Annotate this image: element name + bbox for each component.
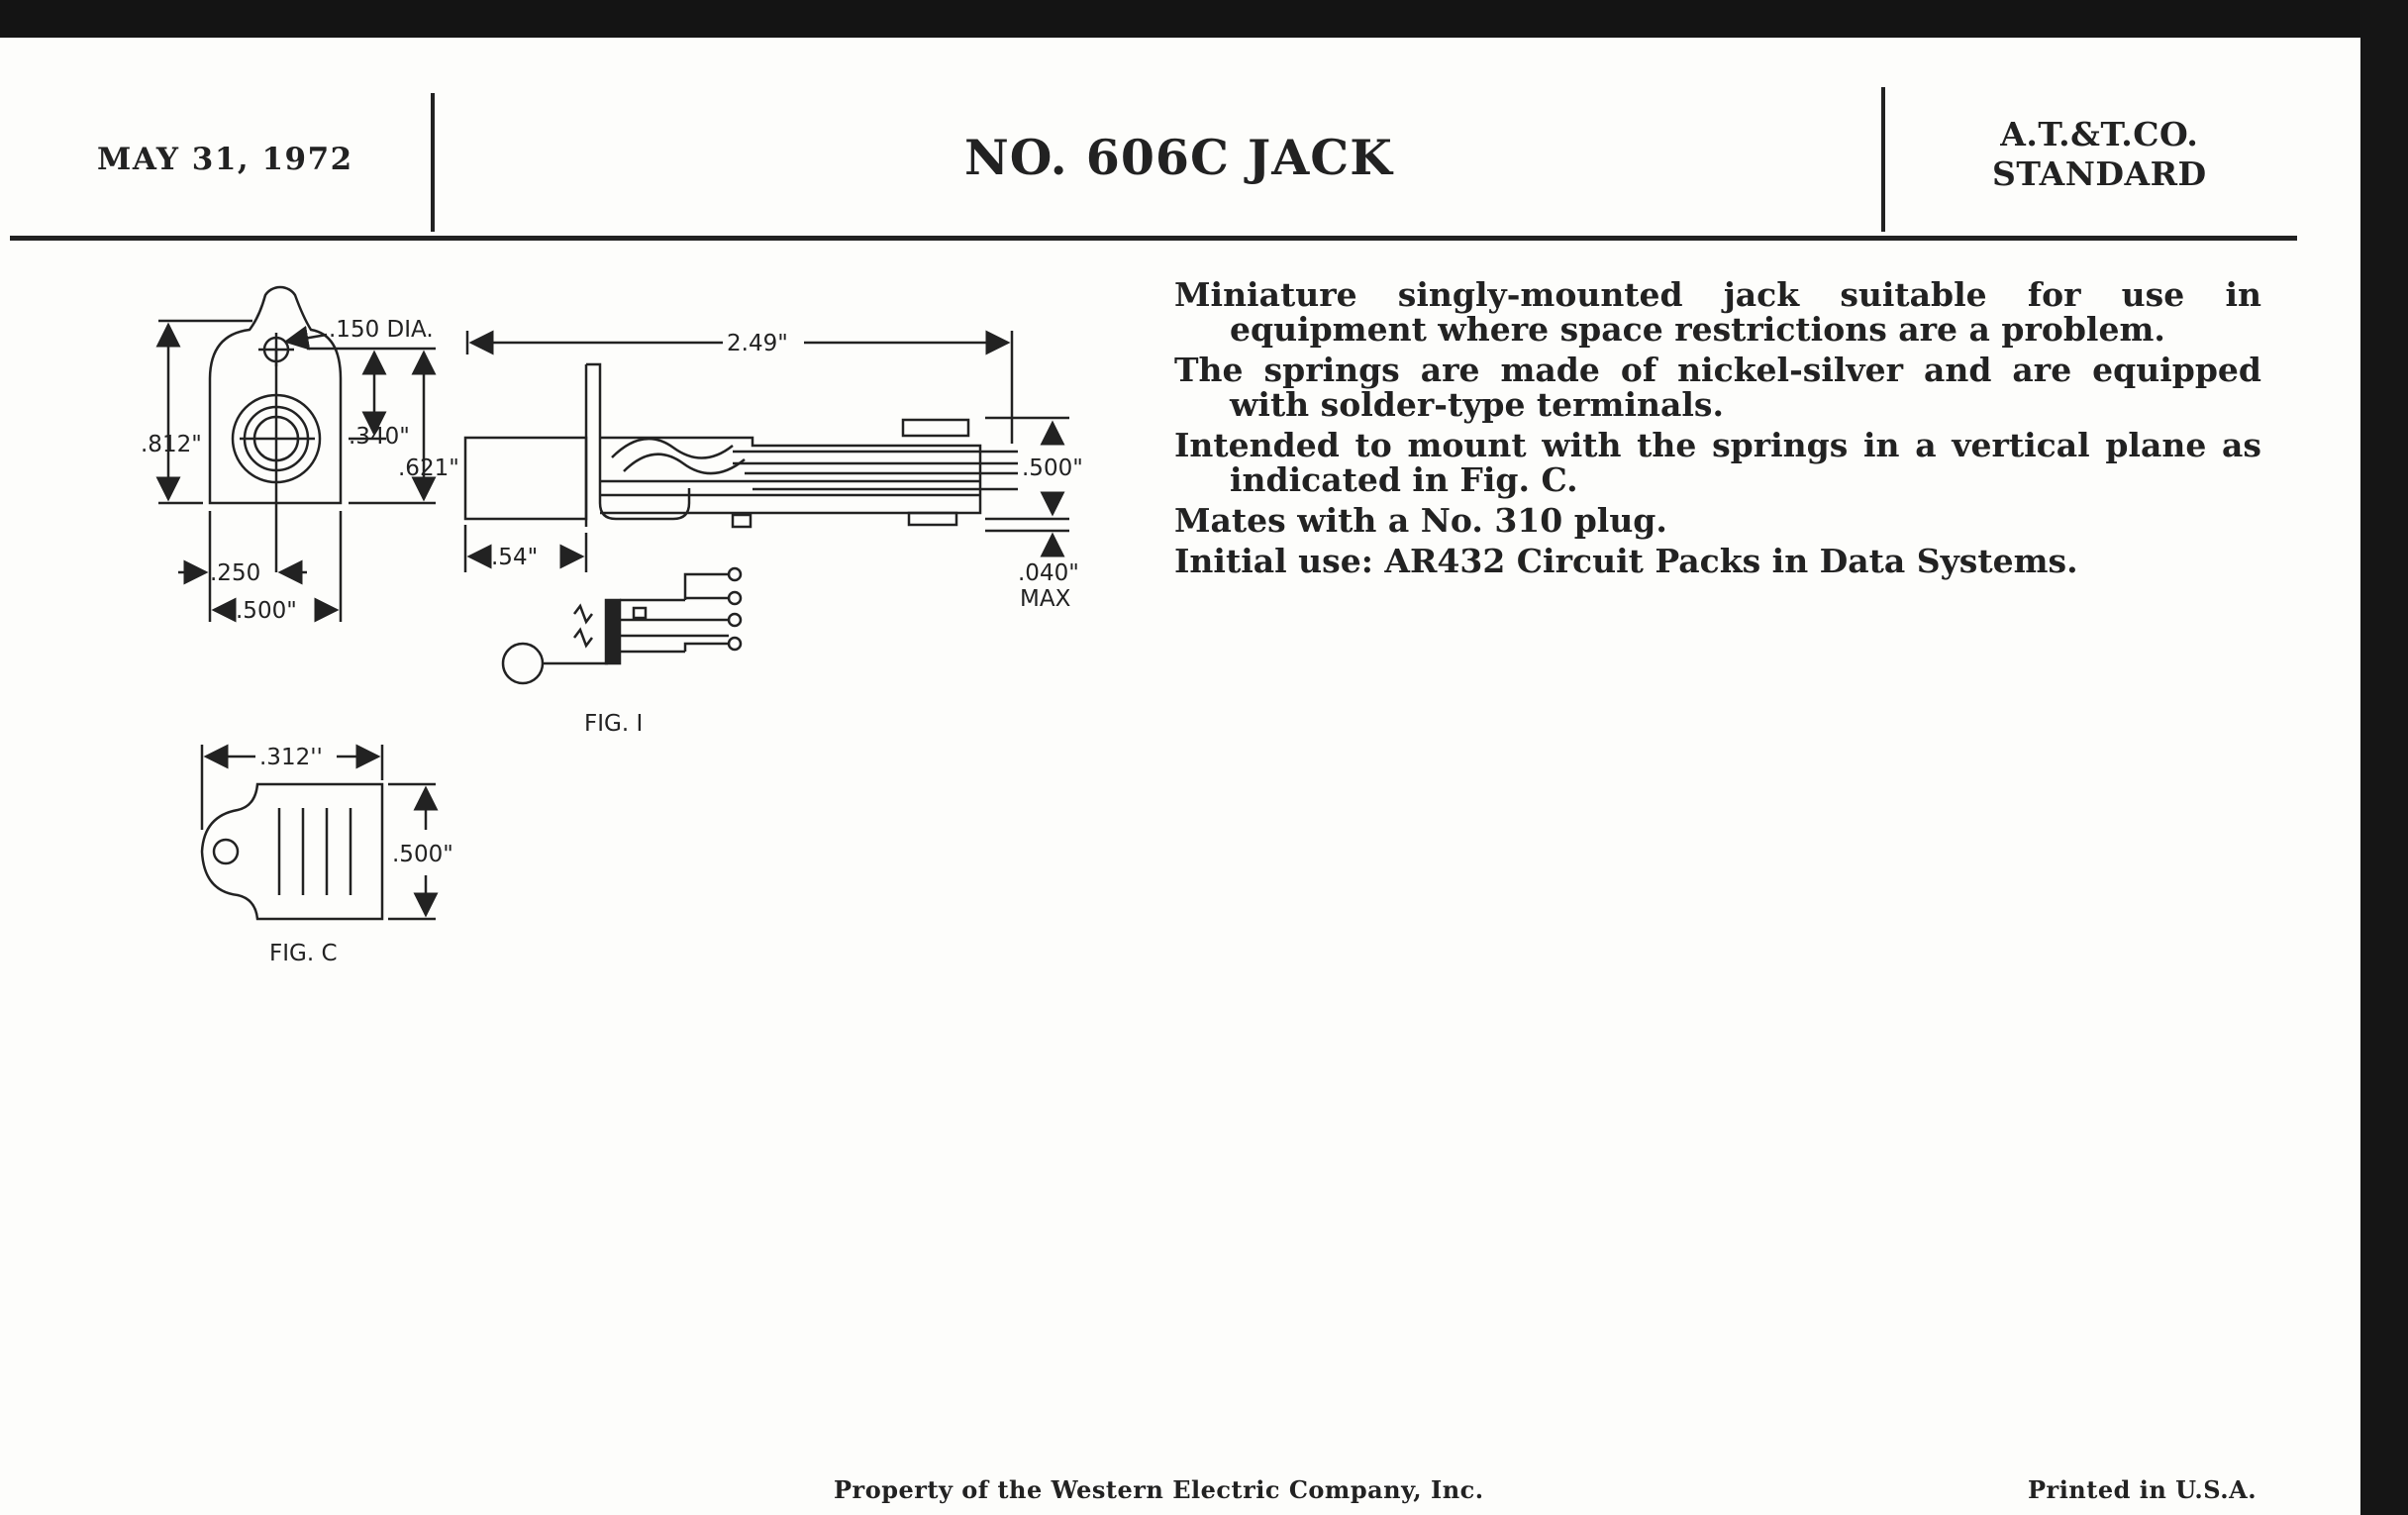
footer-printed: Printed in U.S.A. bbox=[2028, 1475, 2258, 1504]
description-paragraph: Initial use: AR432 Circuit Packs in Data Systems. bbox=[1174, 542, 2078, 580]
fig-c-label: FIG. C bbox=[269, 941, 338, 966]
spring-clamp bbox=[903, 420, 968, 436]
dim-length: 2.49" bbox=[727, 331, 788, 356]
standard-line-2: STANDARD bbox=[1992, 154, 2207, 193]
dim-040: .040" bbox=[1018, 560, 1079, 586]
dim-hole-dia: .150 DIA. bbox=[329, 317, 434, 343]
header-divider-right bbox=[1881, 87, 1885, 232]
standard-label bbox=[1992, 115, 2207, 194]
plug-barrel bbox=[465, 438, 586, 519]
dim-54: .54" bbox=[491, 545, 539, 570]
description-paragraph: Mates with a No. 310 plug. bbox=[1174, 501, 1667, 540]
spec-sheet bbox=[0, 38, 2360, 1515]
scan-right-border bbox=[2360, 0, 2408, 1515]
fig-1-label: FIG. I bbox=[584, 711, 644, 737]
circuit-schematic bbox=[503, 568, 741, 683]
standard-line-1: A.T.&T.CO. bbox=[2000, 115, 2199, 153]
description-paragraph: The springs are made of nickel-silver and are equipped with solder-type terminals. bbox=[1174, 351, 2261, 424]
dim-max: MAX bbox=[1020, 586, 1071, 612]
plug-symbol bbox=[503, 644, 543, 683]
dim-height: .812" bbox=[141, 432, 202, 457]
description-paragraph: Intended to mount with the springs in a vertical plane as indicated in Fig. C. bbox=[1174, 426, 2261, 499]
dim-500-side: .500" bbox=[1022, 455, 1083, 481]
description-paragraph: Miniature singly-mounted jack suitable for use in equipment where space restrictions are a problem. bbox=[1174, 275, 2261, 349]
footer-property: Property of the Western Electric Company, Inc. bbox=[834, 1475, 1484, 1504]
issue-date: MAY 31, 1972 bbox=[97, 142, 353, 177]
fig-c-view bbox=[202, 745, 436, 919]
description bbox=[1174, 277, 2261, 584]
dim-250: .250 bbox=[210, 560, 261, 586]
document-title: NO. 606C JACK bbox=[964, 129, 1393, 186]
dim-340: .340" bbox=[349, 424, 410, 450]
dim-621: .621" bbox=[398, 455, 459, 481]
jack-frame-symbol bbox=[606, 600, 620, 663]
side-view bbox=[465, 331, 1069, 572]
dim-500-front: .500" bbox=[236, 598, 297, 624]
dim-312: .312'' bbox=[259, 745, 323, 770]
technical-drawing bbox=[0, 38, 1168, 968]
scan-top-border bbox=[0, 0, 2408, 38]
dim-500-figc: .500" bbox=[392, 842, 453, 867]
